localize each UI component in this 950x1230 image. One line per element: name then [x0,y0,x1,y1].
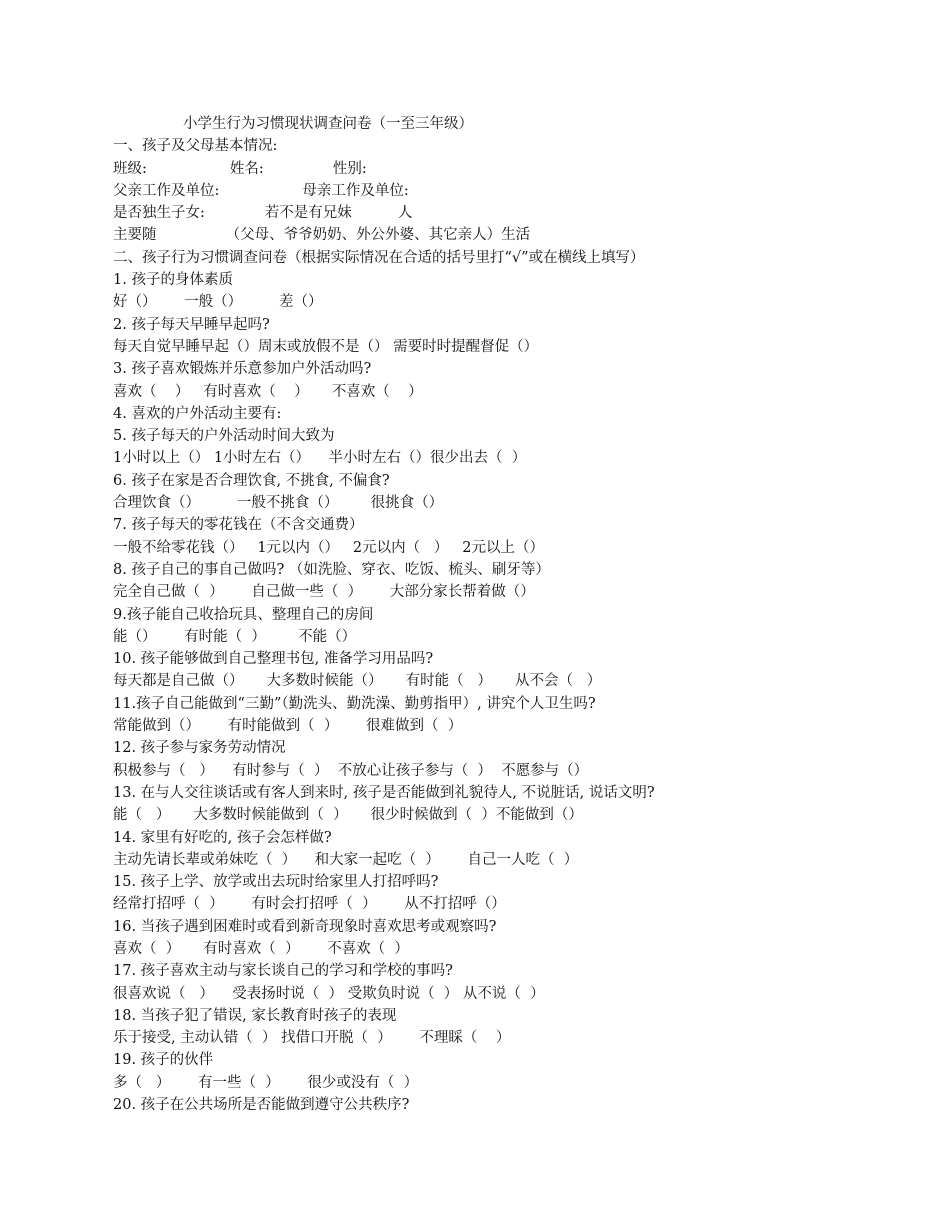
answer-options: 多（ ） 有一些（ ） 很少或没有（ ） [113,1074,419,1091]
question-line: 18. 当孩子犯了错误, 家长教育时孩子的表现 [113,1007,397,1024]
question-line: 10. 孩子能够做到自己整理书包, 准备学习用品吗? [113,651,434,668]
question-line: 19. 孩子的伙伴 [113,1052,214,1069]
question-line: 17. 孩子喜欢主动与家长谈自己的学习和学校的事吗? [113,963,453,980]
answer-options: 喜欢（ ） 有时喜欢（ ） 不喜欢（ ） [113,383,423,400]
question-line: 8. 孩子自己的事自己做吗? （如洗脸、穿衣、吃饭、梳头、刷牙等） [113,561,550,578]
answer-options: 喜欢（ ） 有时喜欢（ ） 不喜欢（ ） [113,940,409,957]
text-line: 父亲工作及单位: 母亲工作及单位: [113,182,409,199]
question-line: 11.孩子自己能做到“三勤”（勤洗头、勤洗澡、勤剪指甲）, 讲究个人卫生吗? [113,695,596,712]
answer-options: 主动先请长辈或弟妹吃（ ） 和大家一起吃（ ） 自己一人吃（ ） [113,851,579,868]
answer-options: 一般不给零花钱（） 1元以内（） 2元以内（ ） 2元以上（） [113,539,544,556]
question-line: 7. 孩子每天的零花钱在（不含交通费） [113,517,364,534]
text-line: 一、孩子及父母基本情况: [113,138,278,155]
text-line: 主要随 （父母、爷爷奶奶、外公外婆、其它亲人）生活 [113,227,531,244]
answer-options: 完全自己做（ ） 自己做一些（ ） 大部分家长帮着做（） [113,584,535,601]
text-line: 二、孩子行为习惯调查问卷（根据实际情况在合适的括号里打“√”或在横线上填写） [113,249,645,266]
answer-options: 合理饮食（） 一般不挑食（） 很挑食（） [113,495,444,512]
answer-options: 乐于接受, 主动认错（ ） 找借口开脱（ ） 不理睬（ ） [113,1030,511,1047]
question-line: 12. 孩子参与家务劳动情况 [113,740,286,757]
answer-options: 积极参与（ ） 有时参与（ ） 不放心让孩子参与（ ） 不愿参与（） [113,762,589,779]
question-line: 2. 孩子每天早睡早起吗? [113,316,270,333]
question-line: 6. 孩子在家是否合理饮食, 不挑食, 不偏食? [113,472,390,489]
answer-options: 经常打招呼（ ） 有时会打招呼（ ） 从不打招呼（） [113,896,506,913]
question-line: 16. 当孩子遇到困难时或看到新奇现象时喜欢思考或观察吗? [113,918,497,935]
answer-options: 常能做到（） 有时能做到（ ） 很难做到（ ） [113,718,463,735]
question-line: 13. 在与人交往谈话或有客人到来时, 孩子是否能做到礼貌待人, 不说脏话, 说话文明? [113,784,655,801]
question-line: 3. 孩子喜欢锻炼并乐意参加户外活动吗? [113,361,372,378]
text-line: 班级: 姓名: 性别: [113,160,367,177]
answer-options: 每天都是自己做（） 大多数时候能（） 有时能（ ） 从不会（ ） [113,673,602,690]
answer-options: 1小时以上（） 1小时左右（） 半小时左右（）很少出去（ ） [113,450,527,467]
question-line: 9.孩子能自己收拾玩具、整理自己的房间 [113,606,374,623]
question-line: 4. 喜欢的户外活动主要有: [113,405,282,422]
answer-options: 很喜欢说（ ） 受表扬时说（ ） 受欺负时说（ ） 从不说（ ） [113,985,545,1002]
answer-options: 每天自觉早睡早起（）周末或放假不是（） 需要时时提醒督促（） [113,338,539,355]
question-line: 20. 孩子在公共场所是否能做到遵守公共秩序? [113,1097,410,1114]
answer-options: 能（ ） 大多数时候能做到（ ） 很少时候做到（ ）不能做到（） [113,807,583,824]
answer-options: 好（） 一般（） 差（） [113,294,323,311]
document-page [113,113,833,1116]
question-line: 14. 家里有好吃的, 孩子会怎样做? [113,829,332,846]
question-line: 1. 孩子的身体素质 [113,272,233,289]
answer-options: 能（） 有时能（ ） 不能（） [113,628,357,645]
question-line: 5. 孩子每天的户外活动时间大致为 [113,428,335,445]
document-title: 小学生行为习惯现状调查问卷（一至三年级） [183,116,473,132]
text-line: 是否独生子女: 若不是有兄妹 人 [113,205,413,222]
question-line: 15. 孩子上学、放学或出去玩时给家里人打招呼吗? [113,874,439,891]
